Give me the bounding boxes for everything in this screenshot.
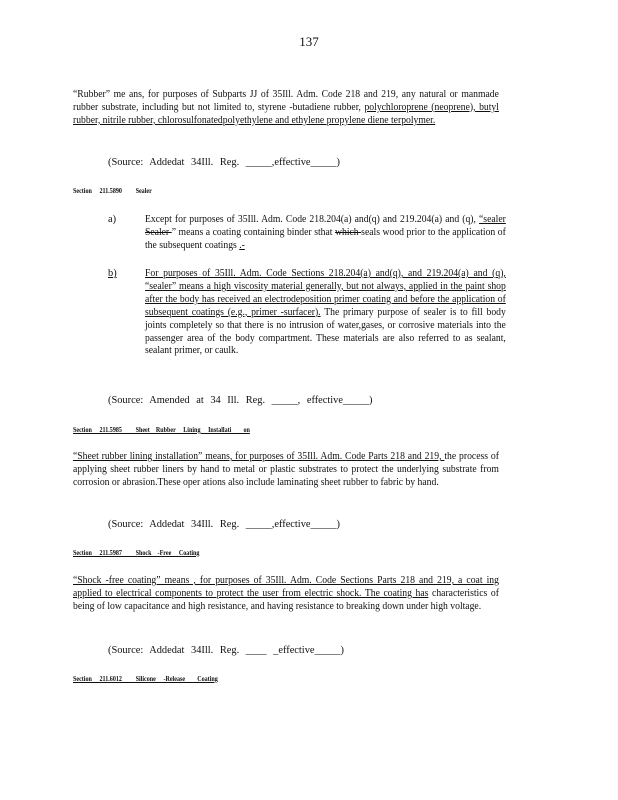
sheet-rubber-text: the process of applying sheet rubber liners by hand to metal or plastic substrates to protect the underlying substrate from corrosion or abrasion.These oper ations also include laminating sheet rubber to fabric by hand. xyxy=(73,451,499,488)
rubber-term: “Rubber” xyxy=(73,89,111,100)
shock-free-definition xyxy=(73,575,499,614)
sheet-rubber-inserted: “Sheet rubber lining installation” means, for purposes of 35Ill. Adm. Code Parts 218 and 219, xyxy=(73,451,445,462)
item-label-a: a) xyxy=(108,214,117,225)
sealer-b-inserted: For purposes of 35Ill. Adm. Code Sections 218.204(a) and(q), and 219.204(a) and (q), “sealer” means a high viscosity material generally, but not always, applied in the paint shop after the body has received an electrodeposition primer coating and before the application of subsequent coatings (e.g., primer -surfacer). xyxy=(145,268,506,318)
sealer-a-deleted: Sealer xyxy=(145,226,172,238)
sealer-a-deleted-2: which xyxy=(335,226,362,238)
sealer-item-a xyxy=(145,214,506,253)
section-heading-sealer: Section 211.5890 Sealer xyxy=(73,186,152,195)
rubber-def-text: me ans, for purposes of Subparts JJ of 35Ill. Adm. Code 218 and 219, any natural or manmade rubber substrate, including but not limited to, styrene -butadiene rubber, xyxy=(73,89,499,113)
sealer-a-inserted: “sealer xyxy=(479,214,506,225)
shock-free-text: characteristics of being of low capacitance and high resistance, and having resistance to breaking down under high voltage. xyxy=(73,587,499,612)
sealer-a-tail: .- xyxy=(239,239,245,251)
section-heading-shock-free: Section 211.5987 Shock -Free Coating xyxy=(73,548,200,557)
shock-free-inserted: “Shock -free coating” means , for purposes of 35Ill. Adm. Code Sections Parts 218 and 219, a coat ing applied to electrical components to protect the user from electric shock. The coating has xyxy=(73,575,499,599)
page-number: 137 xyxy=(299,34,319,49)
sealer-a-text: Except for purposes of 35Ill. Adm. Code 218.204(a) and(q) and 219.204(a) and (q), xyxy=(145,214,480,225)
section-heading-sheet-rubber: Section 211.5985 Sheet Rubber Lining Installati on xyxy=(73,425,250,434)
rubber-source-note: (Source: Addedat 34Ill. Reg. _____,effective_____) xyxy=(108,157,340,168)
sealer-source-note: (Source: Amended at 34 Ill. Reg. _____, effective_____) xyxy=(108,395,373,406)
sealer-item-b xyxy=(145,268,506,358)
rubber-def-inserted-text: polychloroprene (neoprene), butyl rubber, nitrile rubber, chlorosulfonatedpolyethylene and ethylene propylene diene terpolymer. xyxy=(73,101,499,126)
item-label-b: b) xyxy=(108,268,117,279)
sheet-rubber-source-note: (Source: Addedat 34Ill. Reg. _____,effective_____) xyxy=(108,519,340,530)
sealer-b-text: The primary purpose of sealer is to fill body joints completely so that there is no intrusion of water,gases, or corrosive materials into the passenger area of the body compartment. These materials are also referred to as sealant, sealant primer, or caulk. xyxy=(145,306,506,357)
sheet-rubber-definition xyxy=(73,451,499,490)
rubber-definition xyxy=(73,89,499,128)
sealer-a-text-3: seals wood prior to the application of the subsequent coatings xyxy=(145,226,506,251)
shock-free-source-note: (Source: Addedat 34Ill. Reg. ____ _effective_____) xyxy=(108,645,344,656)
section-heading-silicone-release: Section 211.6012 Silicone -Release Coating xyxy=(73,674,218,683)
sealer-a-text-2: ” means a coating containing binder sthat xyxy=(171,226,336,238)
